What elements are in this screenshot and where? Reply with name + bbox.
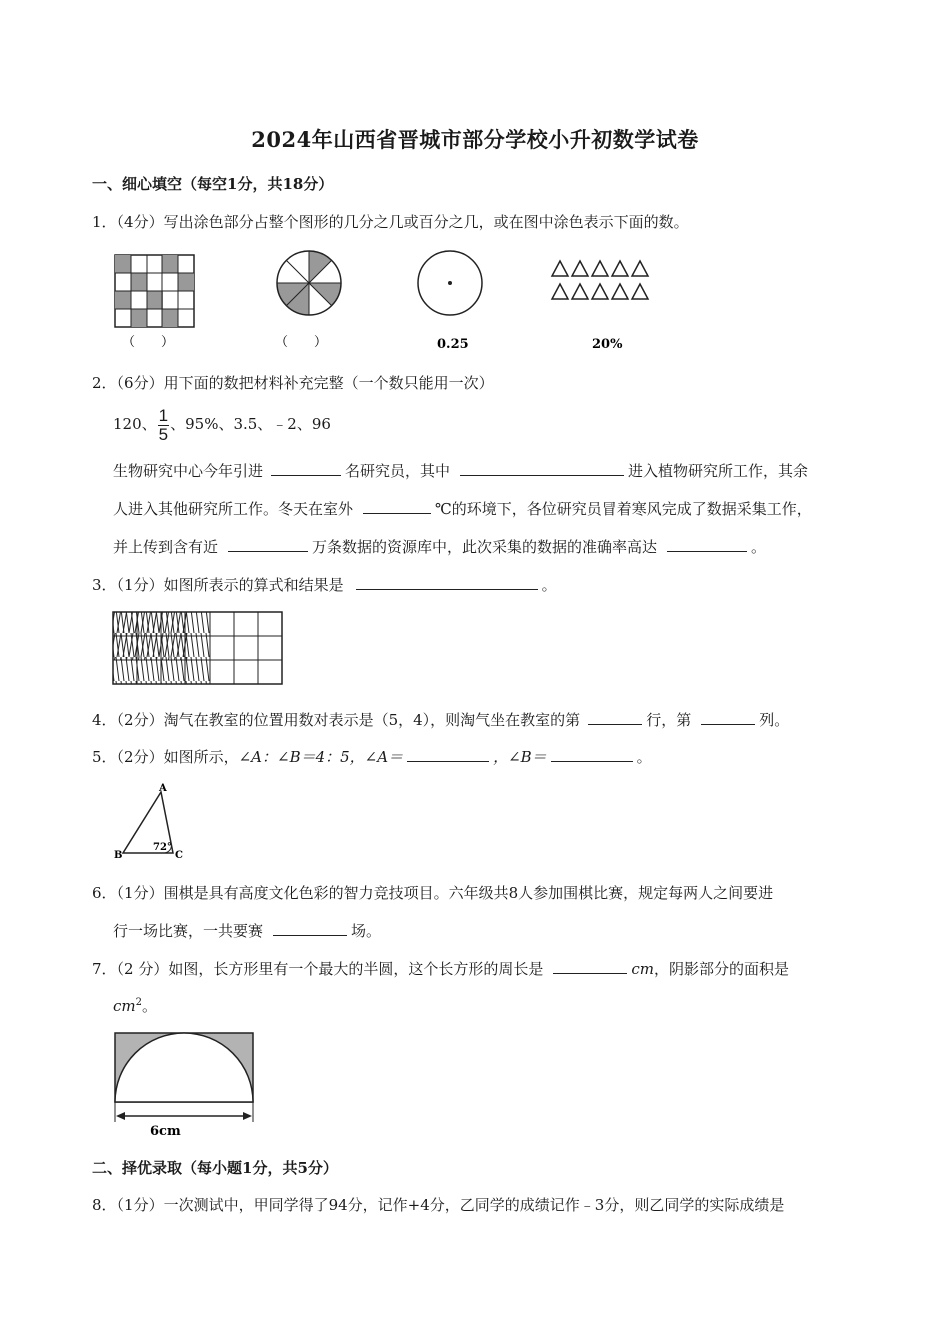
vertex-a-label: A — [159, 783, 167, 794]
fraction-denominator: 5 — [158, 424, 169, 444]
shaded-grid-figure — [115, 255, 194, 327]
answer-blank[interactable] — [701, 710, 755, 725]
unit-cm: cm — [631, 960, 654, 978]
question-3-text — [92, 574, 557, 595]
question-6-line-1: 6．（1分）围棋是具有高度文化色彩的智力竞技项目。六年级共8人参加围棋比赛，规定每两人之间要进 — [92, 884, 774, 902]
q2-line2-a: 人进入其他研究所工作。冬天在室外 — [113, 500, 354, 518]
question-8-text: 8．（1分）一次测试中，甲同学得了94分，记作+4分，乙同学的成绩记作﹣3分，则乙同学的实际成绩是 — [92, 1196, 785, 1214]
q7-prompt: 7．（2 分）如图，长方形里有一个最大的半圆，这个长方形的周长是 — [92, 960, 544, 978]
vertex-b-label: B — [114, 850, 123, 861]
answer-blank[interactable] — [553, 959, 627, 974]
question-2-line-1 — [113, 460, 808, 481]
q2-line1-c: 进入植物研究所工作，其余 — [628, 462, 809, 480]
q3-end: 。 — [541, 576, 557, 594]
vertex-c-label: C — [175, 850, 183, 861]
q5-ratio: ∠A：∠B＝4：5，∠A＝ — [238, 748, 404, 766]
question-7-line-1 — [92, 958, 789, 979]
question-1-figures — [110, 248, 810, 358]
section-heading-2: 二、择优录取（每小题1分，共5分） — [92, 1159, 338, 1177]
answer-blank[interactable] — [273, 921, 347, 936]
figure-label-2: （ ） — [275, 335, 328, 350]
section-heading-1: 一、细心填空（每空1分，共18分） — [92, 175, 334, 193]
angle-c-label: 72° — [153, 842, 172, 853]
q4-prompt: 4．（2分）淘气在教室的位置用数对表示是（5，4），则淘气坐在教室的第 — [92, 711, 581, 729]
question-4-text — [92, 709, 789, 730]
answer-blank[interactable] — [667, 537, 747, 552]
superscript-2: 2 — [135, 997, 142, 1008]
q5-end: 。 — [636, 748, 652, 766]
answer-blank[interactable] — [407, 747, 489, 762]
figure-label-3: 0.25 — [437, 337, 469, 352]
q6-prompt: 行一场比赛，一共要赛 — [113, 922, 264, 940]
q2-line3-b: 万条数据的资源库中，此次采集的数据的准确率高达 — [312, 538, 658, 556]
answer-blank[interactable] — [588, 710, 642, 725]
q2-line3-c: 。 — [751, 538, 767, 556]
q6-end: 场。 — [351, 922, 382, 940]
answer-blank[interactable] — [228, 537, 308, 552]
q5-prompt: 5．（2分）如图所示， — [92, 748, 239, 766]
triangle-abc-figure — [110, 780, 190, 864]
shaded-circle-figure — [277, 251, 341, 315]
answer-blank[interactable] — [271, 461, 341, 476]
question-2-text: 2．（6分）用下面的数把材料补充完整（一个数只能用一次） — [92, 374, 494, 392]
q4-end: 列。 — [759, 711, 790, 729]
empty-circle-figure — [418, 251, 482, 315]
question-2-line-3 — [113, 536, 766, 557]
question-2-numbers — [113, 406, 331, 444]
question-5-text — [92, 746, 652, 767]
q4-mid: 行，第 — [646, 711, 692, 729]
answer-blank[interactable] — [363, 499, 431, 514]
q7-end: 。 — [142, 997, 158, 1015]
fraction-one-fifth — [158, 407, 169, 444]
answer-blank[interactable] — [551, 747, 633, 762]
hatched-grid-figure — [110, 609, 286, 689]
rectangle-semicircle-figure — [110, 1030, 260, 1140]
q3-prompt: 3．（1分）如图所表示的算式和结果是 — [92, 576, 344, 594]
q2-line1-b: 名研究员，其中 — [345, 462, 451, 480]
unit-cm-squared: cm — [113, 997, 136, 1015]
answer-blank[interactable] — [460, 461, 624, 476]
q2-line3-a: 并上传到含有近 — [113, 538, 219, 556]
numbers-part-a: 120、 — [113, 415, 157, 433]
question-6-line-2 — [113, 920, 381, 941]
q2-line1-a: 生物研究中心今年引进 — [113, 462, 264, 480]
triangles-figure — [552, 261, 648, 299]
numbers-part-b: 、95%、3.5、﹣2、96 — [170, 415, 331, 433]
question-7-line-2 — [113, 995, 157, 1016]
q5-angle-b: ，∠B＝ — [493, 748, 547, 766]
width-label: 6cm — [150, 1124, 181, 1139]
fraction-numerator: 1 — [158, 405, 169, 425]
figure-label-4: 20% — [592, 337, 623, 352]
figure-label-1: （ ） — [122, 335, 175, 350]
page-title: 2024年山西省晋城市部分学校小升初数学试卷 — [251, 127, 699, 152]
question-2-line-2 — [113, 498, 812, 519]
question-1-text: 1．（4分）写出涂色部分占整个图形的几分之几或百分之几，或在图中涂色表示下面的数。 — [92, 213, 689, 231]
q7-mid: ，阴影部分的面积是 — [653, 960, 789, 978]
q2-line2-b: ℃的环境下，各位研究员冒着寒风完成了数据采集工作， — [435, 500, 812, 518]
answer-blank[interactable] — [356, 575, 538, 590]
